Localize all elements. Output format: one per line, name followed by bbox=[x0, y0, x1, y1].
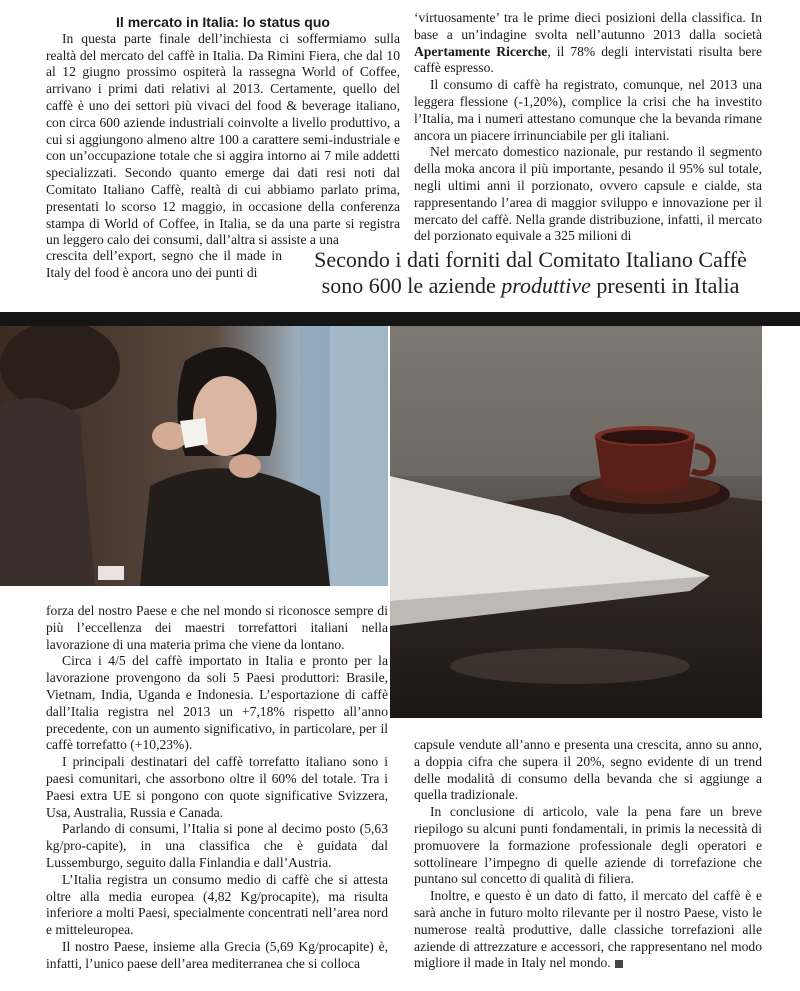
photo-woman-drinking-coffee bbox=[0, 326, 388, 586]
paragraph-continued: crescita dell’export, segno che il made in Italy del food è ancora uno dei punti di bbox=[46, 248, 282, 280]
end-of-article-icon bbox=[615, 960, 623, 968]
article-column-bottom-left bbox=[46, 603, 388, 973]
emphasis: produttive bbox=[501, 273, 591, 298]
paragraph: In questa parte finale dell’inchiesta ci soffermiamo sulla realtà del mercato del caffè in Italia. Da Rimini Fiera, che dal 10 al 12 giugno prossimo ospiterà la rassegna World of Coffee, arrivano i primi dati relativi al 2013. Certamente, quello del caffè è uno dei settori più vivaci del food & beverage italiano, con circa 600 aziende industriali coinvolte a livello produttivo, a cui si aggiungono almeno altre 100 a carattere semi-industriale e con un’occupazione totale che si aggira intorno ai 7 mile addetti specializzati. Secondo quanto emerge dai dati resi noti dal Comitato Italiano Caffè, realtà di cui abbiamo parlato prima, presentati lo scorso 12 maggio, in occasione della conferenza stampa di World of Coffee, in Italia, se da una parte si registra un leggero calo dei consumi, dall’altra si assiste a una bbox=[46, 30, 400, 248]
photo-illustration bbox=[0, 326, 388, 586]
pull-quote-line-1: Secondo i dati forniti dal Comitato Italiano Caffè bbox=[314, 247, 747, 272]
text-fragment: , il 78% degli intervistati risulta bere caffè espresso. bbox=[414, 43, 762, 76]
paragraph: Il consumo di caffè ha registrato, comunque, nel 2013 una leggera flessione (-1,20%), complice la crisi che ha investito l’Italia, ma i numeri attestano comunque che la bevanda rimane ancora un piacere irrinunciabile per gli italiani. bbox=[414, 77, 762, 143]
dark-divider-band bbox=[0, 312, 800, 326]
photo-illustration bbox=[390, 326, 762, 718]
text-fragment: sono 600 le aziende bbox=[321, 273, 502, 298]
paragraph: Circa i 4/5 del caffè importato in Italia e pronto per la lavorazione provengono da soli 5 Paesi produttori: Brasile, Vietnam, India, Uganda e Indonesia. L’esportazione di caffè dall’Italia registra nel 2013 un +7,18% rispetto all’anno precedente, con un aumento significativo, in particolare, per il caffè torrefatto (+10,23%). bbox=[46, 653, 388, 753]
paragraph: Parlando di consumi, l’Italia si pone al decimo posto (5,63 kg/pro-capite), in una classifica che è guidata dal Lussemburgo, seguito dalla Finlandia e dall’Austria. bbox=[46, 821, 388, 870]
article-column-top-left bbox=[46, 14, 400, 249]
paragraph: L’Italia registra un consumo medio di caffè che si attesta oltre alla media europea (4,82 Kg/procapite), ma risulta inferiore a molti Paesi, specialmente concentrati nell’area nord e mitteleuropea. bbox=[46, 871, 388, 938]
company-name: Apertamente Ricerche bbox=[414, 43, 548, 59]
photo-coffee-cup bbox=[390, 326, 762, 718]
paragraph bbox=[414, 888, 762, 972]
article-column-top-right bbox=[414, 10, 762, 245]
article-column-top-left-continued bbox=[46, 248, 282, 282]
pull-quote-line-2 bbox=[298, 273, 763, 299]
article-column-bottom-right bbox=[414, 737, 762, 972]
paragraph-continued: capsule vendute all’anno e presenta una crescita, anno su anno, a doppia cifra che supera il 20%, segno evidente di un trend delle modalità di consumo della bevanda che si aggiunge a quella tradizionale. bbox=[414, 737, 762, 803]
pull-quote bbox=[298, 247, 763, 299]
section-heading: Il mercato in Italia: lo status quo bbox=[116, 14, 330, 30]
text-fragment: ‘virtuosamente’ tra le prime dieci posizioni della classifica. In base a un’indagine svolta nell’autunno 2013 dalla società bbox=[414, 10, 762, 42]
text-fragment: presenti in Italia bbox=[590, 273, 740, 298]
paragraph: I principali destinatari del caffè torrefatto italiano sono i paesi comunitari, che assorbono oltre il 60% del totale. Tra i Paesi extra UE si pongono con quote significative Svizzera, Usa, Australia, Russia e Canada. bbox=[46, 754, 388, 820]
paragraph-continued: forza del nostro Paese e che nel mondo si riconosce sempre di più l’eccellenza dei maestri torrefattori italiani nella lavorazione di una materia prima che viene da lontano. bbox=[46, 603, 388, 652]
paragraph bbox=[414, 10, 762, 77]
paragraph: In conclusione di articolo, vale la pena fare un breve riepilogo su alcuni punti fondamentali, in primis la necessità di promuovere la formazione professionale degli operatori e sottolineare l’impegno di quelle aziende di torrefazione che puntano sul concetto di qualità di filiera. bbox=[414, 804, 762, 887]
paragraph-text: Inoltre, e questo è un dato di fatto, il mercato del caffè è e sarà anche in futuro molto rilevante per il nostro Paese, visto le numerose realtà produttive, dalle classiche torrefazioni alle aziende di attrezzature e accessori, che rappresentano nel modo migliore il made in Italy nel mondo. bbox=[414, 888, 762, 971]
paragraph: Nel mercato domestico nazionale, pur restando il segmento della moka ancora il più importante, pesando il 95% sul totale, negli ultimi anni il porzionato, ovvero capsule e cialde, sta rappresentando l’area di maggior sviluppo e innovazione per il mercato del caffè. Nella grande distribuzione, infatti, il mercato del porzionato equivale a 325 milioni di bbox=[414, 144, 762, 244]
paragraph: Il nostro Paese, insieme alla Grecia (5,69 Kg/procapite) è, infatti, l’unico paese dell’area mediterranea che si colloca bbox=[46, 938, 388, 971]
